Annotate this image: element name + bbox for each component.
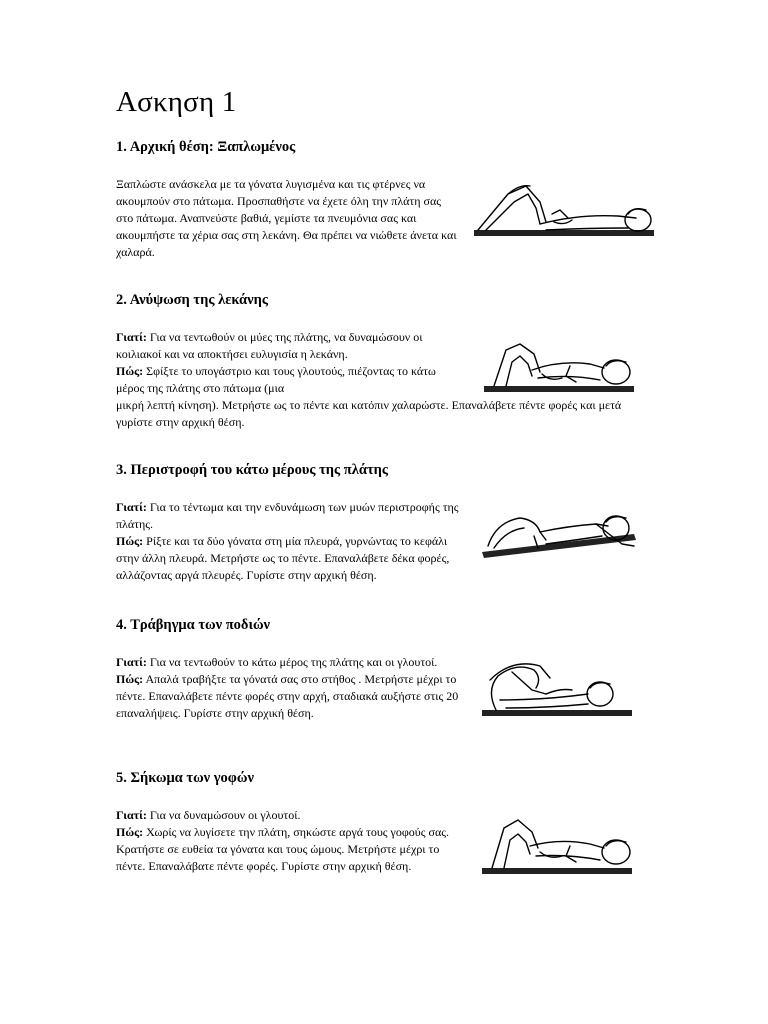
section-body (116, 807, 461, 875)
how-text: Ρίξτε και τα δύο γόνατα στη μία πλευρά, γυρνώντας το κεφάλι στην άλλη πλευρά. Μετρήστε ως το πέντε. Επαναλάβετε δέκα φορές, αλλάζοντας αργά πλευρές. Γυρίστε στην αρχική θέση. (116, 534, 450, 582)
why-text: Για να τεντωθούν το κάτω μέρος της πλάτης και οι γλουτοί. (146, 655, 438, 669)
section-heading: 4. Τράβηγμα των ποδιών (116, 617, 271, 633)
why-label: Γιατί: (116, 500, 147, 514)
pelvic-lift-illustration (480, 330, 640, 400)
how-label: Πώς: (116, 364, 144, 378)
section-body (116, 499, 461, 584)
hip-raise-illustration (478, 806, 638, 880)
lower-back-rotation-illustration (476, 500, 640, 572)
why-text: Για το τέντωμα και την ενδυνάμωση των μυών περιστροφής της πλάτης. (116, 500, 459, 531)
section-body (116, 654, 461, 722)
section-heading: 1. Αρχική θέση: Ξαπλωμένος (116, 139, 296, 155)
how-label: Πώς: (116, 672, 144, 686)
section-heading: 5. Σήκωμα των γοφών (116, 770, 254, 786)
section-heading: 2. Ανύψωση της λεκάνης (116, 292, 268, 308)
how-text: Χωρίς να λυγίσετε την πλάτη, σηκώστε αργά τους γοφούς σας. Κρατήστε σε ευθεία τα γόνατα και τους ώμους. Μετρήστε μέχρι το πέντε. Επαναλάβατε πέντε φορές. Γυρίστε στην αρχική θέση. (116, 825, 449, 873)
knee-pull-illustration (476, 650, 636, 722)
why-label: Γιατί: (116, 655, 147, 669)
why-text: Για να τεντωθούν οι μύες της πλάτης, να δυναμώσουν οι κοιλιακοί και να αποκτήσει ευλυγισία η λεκάνη. (116, 330, 423, 361)
page-title: Ασκηση 1 (116, 86, 237, 118)
how-label: Πώς: (116, 825, 144, 839)
section-body-continued: μικρή λεπτή κίνηση). Μετρήστε ως το πέντε και κατόπιν χαλαρώστε. Επαναλάβετε πέντε φορές και μετά γυρίστε στην αρχική θέση. (116, 398, 622, 429)
how-text: Σφίξτε το υπογάστριο και τους γλουτούς, πιέζοντας το κάτω μέρος της πλάτης στο πάτωμα (μια (116, 364, 436, 395)
why-label: Γιατί: (116, 808, 147, 822)
how-label: Πώς: (116, 534, 144, 548)
section-heading: 3. Περιστροφή του κάτω μέρους της πλάτης (116, 462, 388, 478)
how-text: Απαλά τραβήξτε τα γόνατά σας στο στήθος . Μετρήστε μέχρι το πέντε. Επαναλάβετε πέντε φορές στην αρχή, σταδιακά αυξήστε στις 20 επαναλήψεις. Γυρίστε στην αρχική θέση. (116, 672, 459, 720)
why-text: Για να δυναμώσουν οι γλουτοί. (146, 808, 301, 822)
why-label: Γιατί: (116, 330, 147, 344)
section-body (116, 329, 461, 397)
lying-supine-illustration (468, 172, 658, 244)
section-body: Ξαπλώστε ανάσκελα με τα γόνατα λυγισμένα και τις φτέρνες να ακουμπούν στο πάτωμα. Προσπαθήστε να έχετε όλη την πλάτη σας στο πάτωμα. Αναπνεύστε βαθιά, γεμίστε τα πνευμόνια σας και ακουμπήστε τα χέρια σας στη λεκάνη. Θα πρέπει να νιώθετε άνετα και χαλαρά. (116, 177, 457, 259)
